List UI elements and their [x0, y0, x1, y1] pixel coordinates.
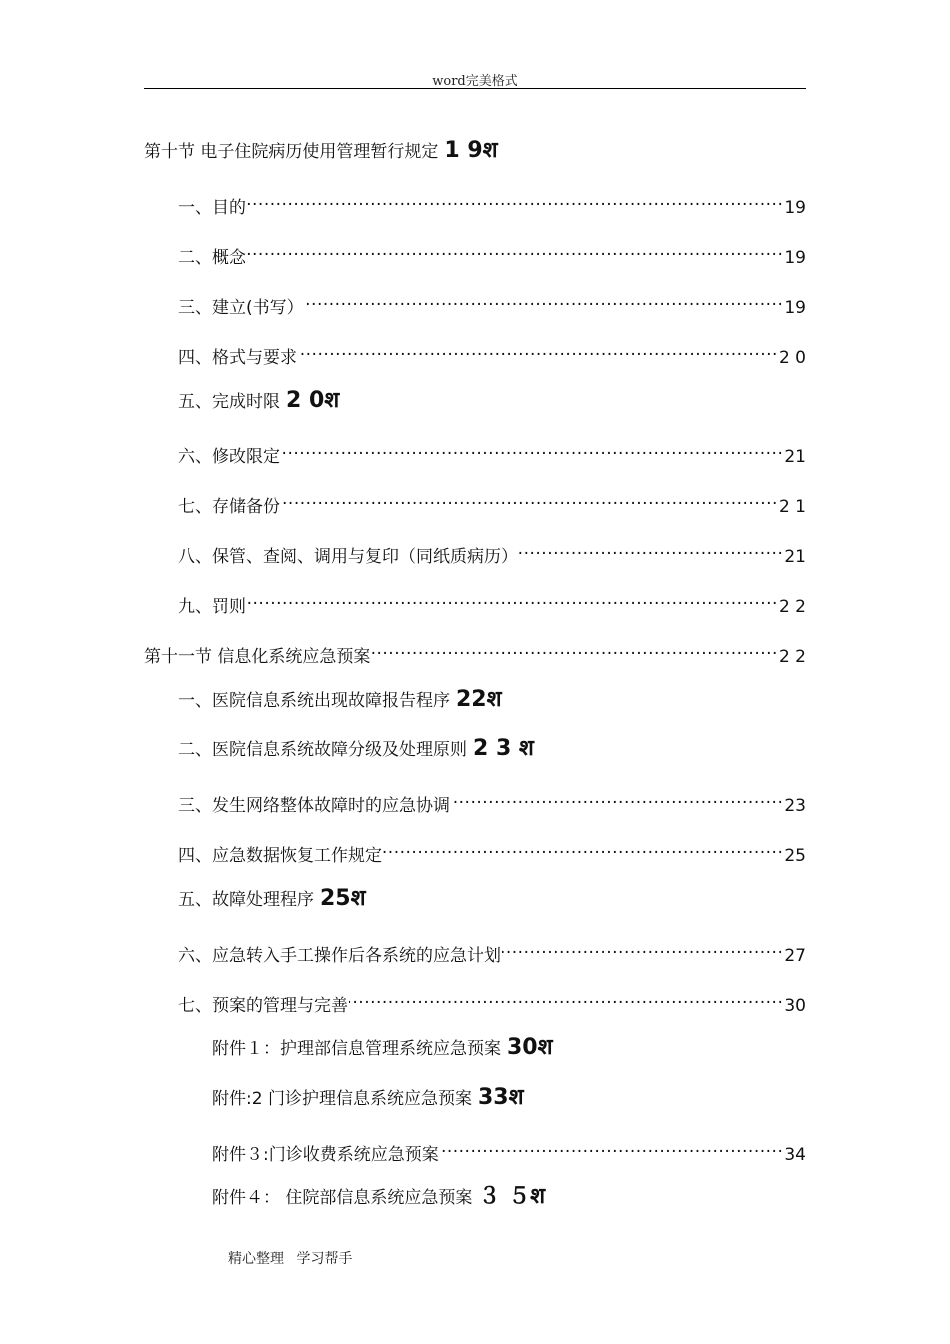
toc-entry-label: 二、医院信息系统故障分级及处理原则: [178, 740, 467, 760]
toc-entry-label: 六、修改限定: [178, 447, 280, 467]
toc-entry-label: 一、目的: [178, 198, 246, 218]
toc-entry-page: 19: [784, 298, 806, 318]
toc-dot-leader: [281, 436, 783, 462]
toc-entry-page: 30: [784, 996, 806, 1016]
toc-entry-page: 1 9श: [444, 138, 498, 163]
toc-entry: [178, 835, 806, 866]
toc-entry-label: 三、发生网络整体故障时的应急协调: [178, 796, 450, 816]
toc-entry: [212, 1134, 806, 1165]
toc-entry-page: 2 2: [778, 647, 806, 667]
toc-entry-label: 五、完成时限: [178, 392, 280, 412]
toc-entry-page: 19: [784, 198, 806, 218]
toc-entry: [178, 736, 534, 762]
toc-entry-page: 2 1: [778, 497, 806, 517]
toc-dot-leader: [519, 536, 783, 562]
toc-entry: [178, 388, 339, 414]
toc-entry-page: 2 2: [778, 597, 806, 617]
toc-entry-label: 第十节 电子住院病历使用管理暂行规定: [144, 142, 439, 162]
toc-entry-page: 2 0: [778, 348, 806, 368]
toc-entry-page: 25: [784, 846, 806, 866]
toc-entry: [178, 536, 806, 567]
toc-entry-page: 34: [784, 1145, 806, 1165]
toc-entry: [178, 886, 366, 912]
toc-entry-page: 33श: [477, 1085, 524, 1110]
toc-entry-label: 第十一节 信息化系统应急预案: [144, 647, 371, 667]
toc-entry: [178, 486, 806, 517]
toc-dot-leader: [349, 985, 783, 1011]
toc-dot-leader: [247, 586, 778, 612]
toc-entry-label: 九、罚则: [178, 597, 246, 617]
toc-entry: [212, 1184, 545, 1210]
toc-entry-label: 二、概念: [178, 248, 246, 268]
toc-entry-label: 七、存储备份: [178, 497, 280, 517]
toc-entry-page: 2 3 श: [473, 736, 534, 761]
toc-entry: [178, 436, 806, 467]
toc-entry: [178, 337, 806, 368]
toc-entry-label: 四、格式与要求: [178, 348, 297, 368]
toc-entry-page: 19: [784, 248, 806, 268]
toc-dot-leader: [440, 1134, 784, 1160]
toc-entry: [178, 287, 806, 318]
toc-entry-label: 一、医院信息系统出现故障报告程序: [178, 691, 450, 711]
toc-entry-page: 2 0श: [286, 388, 340, 413]
toc-entry-label: 八、保管、查阅、调用与复印（同纸质病历）: [178, 547, 518, 567]
toc-entry: [212, 1085, 524, 1111]
toc-entry-page: 22श: [456, 687, 502, 712]
toc-dot-leader: [305, 287, 784, 313]
toc-entry: [144, 138, 498, 164]
toc-entry: [178, 187, 806, 218]
toc-entry-label: 四、应急数据恢复工作规定: [178, 846, 382, 866]
toc-entry: [178, 237, 806, 268]
toc-dot-leader: [281, 486, 778, 512]
toc-dot-leader: [298, 337, 778, 363]
toc-entry-label: 附件３:门诊收费系统应急预案: [212, 1145, 439, 1165]
toc-entry: [178, 687, 502, 713]
toc-entry-label: 五、故障处理程序: [178, 890, 314, 910]
toc-entry-label: 七、预案的管理与完善: [178, 996, 348, 1016]
toc-entry: [178, 586, 806, 617]
toc-dot-leader: [247, 187, 783, 213]
toc-dot-leader: [383, 835, 783, 861]
toc-entry-page: 27: [784, 946, 806, 966]
toc-entry: [178, 785, 806, 816]
toc-entry: [144, 636, 806, 667]
toc-entry: [178, 985, 806, 1016]
toc-entry-label: 附件４： 住院部信息系统应急预案: [212, 1188, 473, 1208]
toc-entry-label: 附件:2 门诊护理信息系统应急预案: [212, 1089, 472, 1109]
page-footer: 精心整理 学习帮手: [228, 1251, 353, 1267]
toc-entry: [212, 1035, 553, 1061]
toc-entry-label: 六、应急转入手工操作后各系统的应急计划: [178, 946, 501, 966]
toc-entry-page: 21: [784, 447, 806, 467]
toc-entry-page: 25श: [320, 886, 366, 911]
toc-entry-page: ３ ５श: [478, 1184, 546, 1209]
toc-entry-label: 附件１：护理部信息管理系统应急预案: [212, 1039, 501, 1059]
page-header: word完美格式: [432, 74, 518, 89]
toc-entry: [178, 935, 806, 966]
toc-dot-leader: [502, 935, 783, 961]
toc-entry-page: 23: [784, 796, 806, 816]
toc-entry-page: 30श: [507, 1035, 553, 1060]
toc-dot-leader: [247, 237, 783, 263]
toc-dot-leader: [371, 636, 778, 662]
toc-entry-page: 21: [784, 547, 806, 567]
toc-dot-leader: [451, 785, 783, 811]
toc-entry-label: 三、建立(书写）: [178, 298, 304, 318]
